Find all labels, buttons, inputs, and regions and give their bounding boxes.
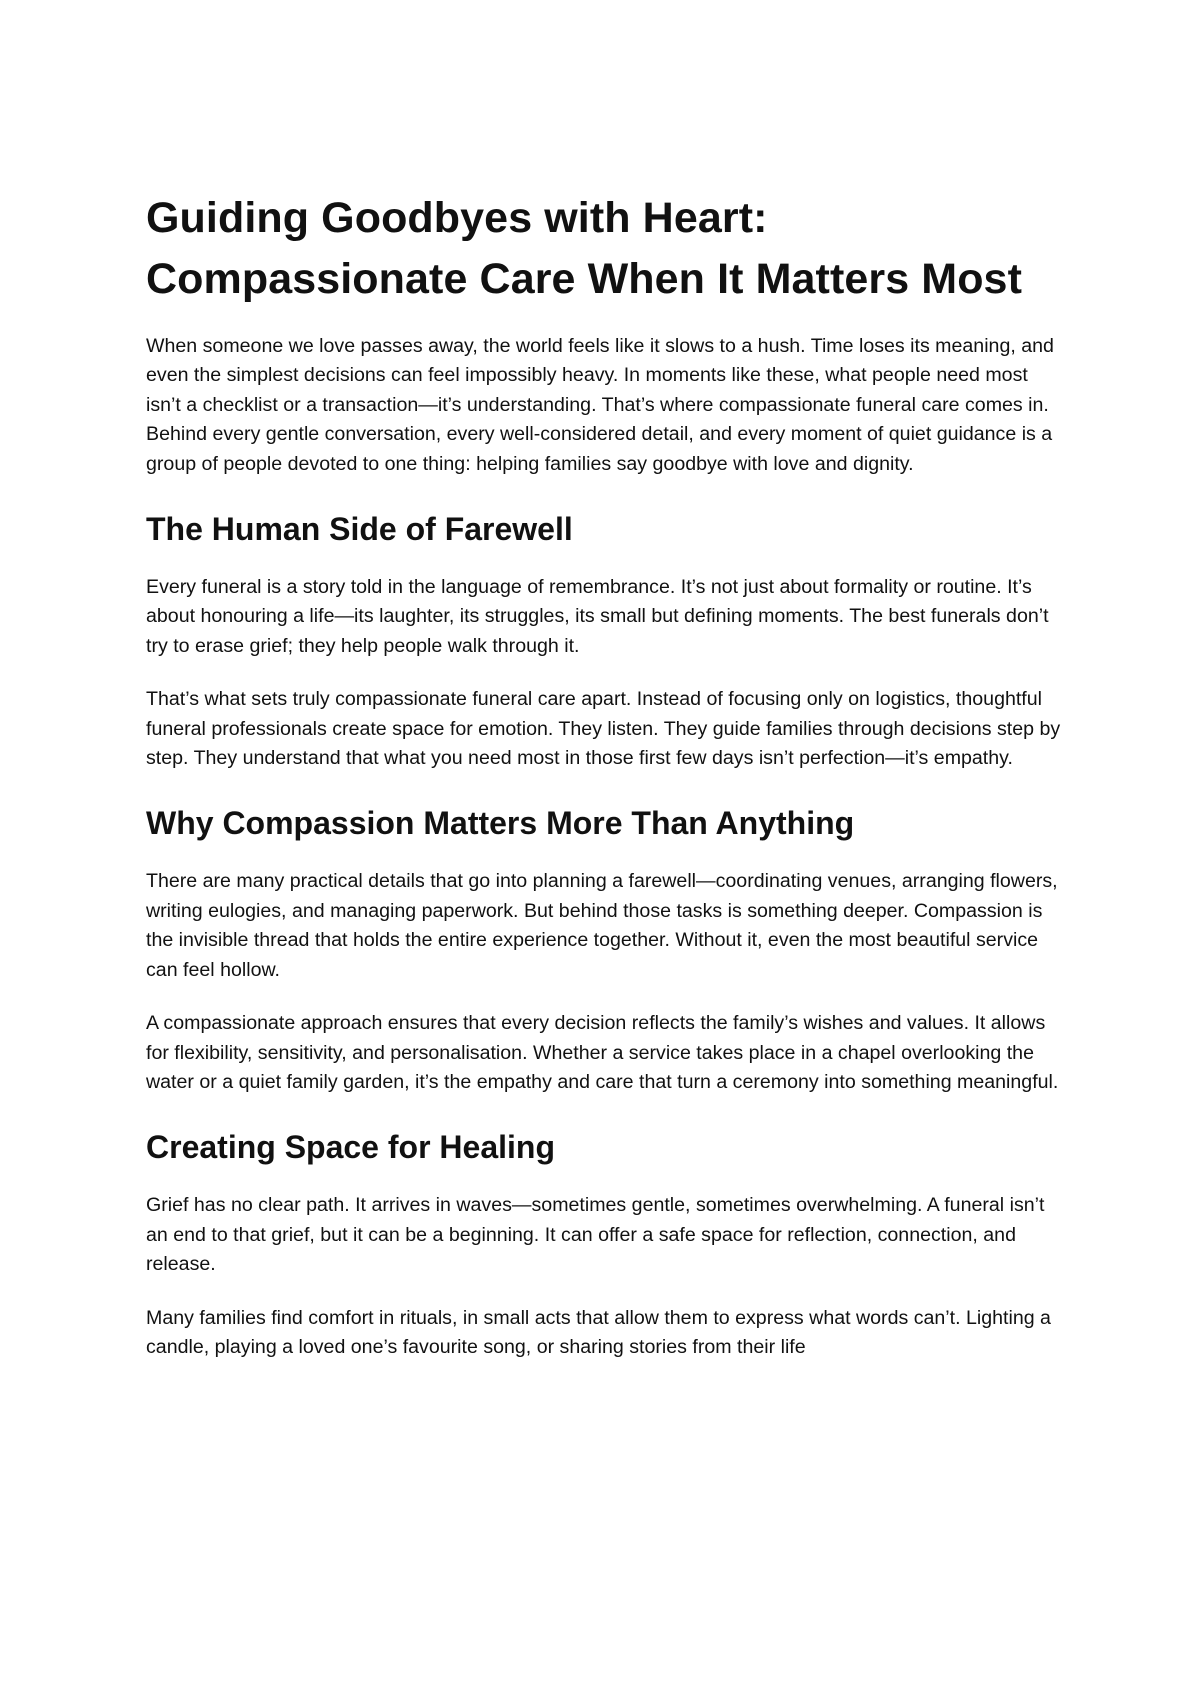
- section-creating-space-for-healing: [146, 1127, 1061, 1362]
- section-heading: Creating Space for Healing: [146, 1129, 555, 1166]
- intro-paragraph: When someone we love passes away, the world feels like it slows to a hush. Time loses its meaning, and even the simplest decisions can feel impossibly heavy. In moments like these, what people need most isn’t a checklist or a transaction—it’s understanding. That’s where compassionate funeral care comes in. Behind every gentle conversation, every well-considered detail, and every moment of quiet guidance is a group of people devoted to one thing: helping families say goodbye with love and dignity.: [146, 335, 1054, 475]
- section-paragraph: Many families find comfort in rituals, in small acts that allow them to express what words can’t. Lighting a candle, playing a loved one’s favourite song, or sharing stories from their life: [146, 1306, 1051, 1358]
- section-paragraph: A compassionate approach ensures that every decision reflects the family’s wishes and values. It allows for flexibility, sensitivity, and personalisation. Whether a service takes place in a chapel overlooking the water or a quiet family garden, it’s the empathy and care that turn a ceremony into something meaningful.: [146, 1012, 1059, 1093]
- section-paragraph: That’s what sets truly compassionate funeral care apart. Instead of focusing only on logistics, thoughtful funeral professionals create space for emotion. They listen. They guide families through decisions step by step. They understand that what you need most in those first few days isn’t perfection—it’s empathy.: [146, 688, 1061, 770]
- section-heading: Why Compassion Matters More Than Anything: [146, 805, 855, 842]
- section-heading: The Human Side of Farewell: [146, 511, 573, 548]
- document-page: [146, 188, 1061, 1386]
- section-paragraph: Every funeral is a story told in the language of remembrance. It’s not just about formality or routine. It’s about honouring a life—its laughter, its struggles, its small but defining moments. The best funerals don’t try to erase grief; they help people walk through it.: [146, 576, 1049, 657]
- section-human-side-of-farewell: [146, 509, 1061, 773]
- section-why-compassion-matters: [146, 803, 1061, 1097]
- document-title: Guiding Goodbyes with Heart: Compassionate Care When It Matters Most: [146, 194, 1022, 303]
- section-paragraph: Grief has no clear path. It arrives in waves—sometimes gentle, sometimes overwhelming. A funeral isn’t an end to that grief, but it can be a beginning. It can offer a safe space for reflection, connection, and release.: [146, 1194, 1045, 1276]
- section-paragraph: There are many practical details that go into planning a farewell—coordinating venues, arranging flowers, writing eulogies, and managing paperwork. But behind those tasks is something deeper. Compassion is the invisible thread that holds the entire experience together. Without it, even the most beautiful service can feel hollow.: [146, 870, 1058, 981]
